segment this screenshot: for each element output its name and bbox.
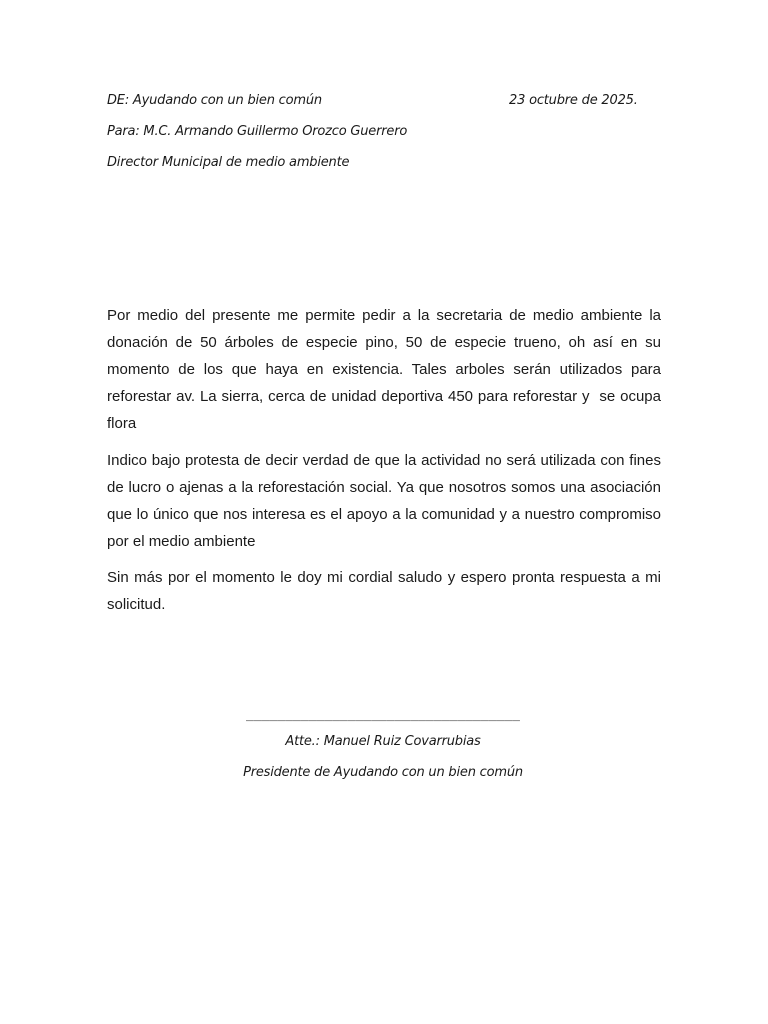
body-paragraph-1: Por medio del presente me permite pedir a la secretaria de medio ambiente la donación de 50 árboles de especie pino, 50 de especie trueno, oh así en su momento de los que haya en existencia. Tales arboles serán utilizados para reforestar av. La sierra, cerca de unidad deportiva 450 para reforestar y se ocupa flora [107,307,666,432]
body-paragraph-2: Indico bajo protesta de decir verdad de que la actividad no será utilizada con fines de lucro o ajenas a la reforestación social. Ya que nosotros somos una asociación que lo único que nos interesa es el apoyo a la comunidad y a nuestro compromiso por el medio ambiente [107,452,661,550]
recipient-line: Para: M.C. Armando Guillermo Orozco Guerrero [107,124,408,139]
signature-title: Presidente de Ayudando con un bien común [243,765,523,780]
signature-line: ___________________________________ [246,707,520,722]
recipient-title: Director Municipal de medio ambiente [107,155,350,170]
body-paragraph-3: Sin más por el momento le doy mi cordial saludo y espero pronta respuesta a mi solicitud. [107,569,661,613]
signature-name: Atte.: Manuel Ruiz Covarrubias [285,734,481,749]
letter-date: 23 octubre de 2025. [509,93,638,108]
sender-line: DE: Ayudando con un bien común [107,93,322,108]
